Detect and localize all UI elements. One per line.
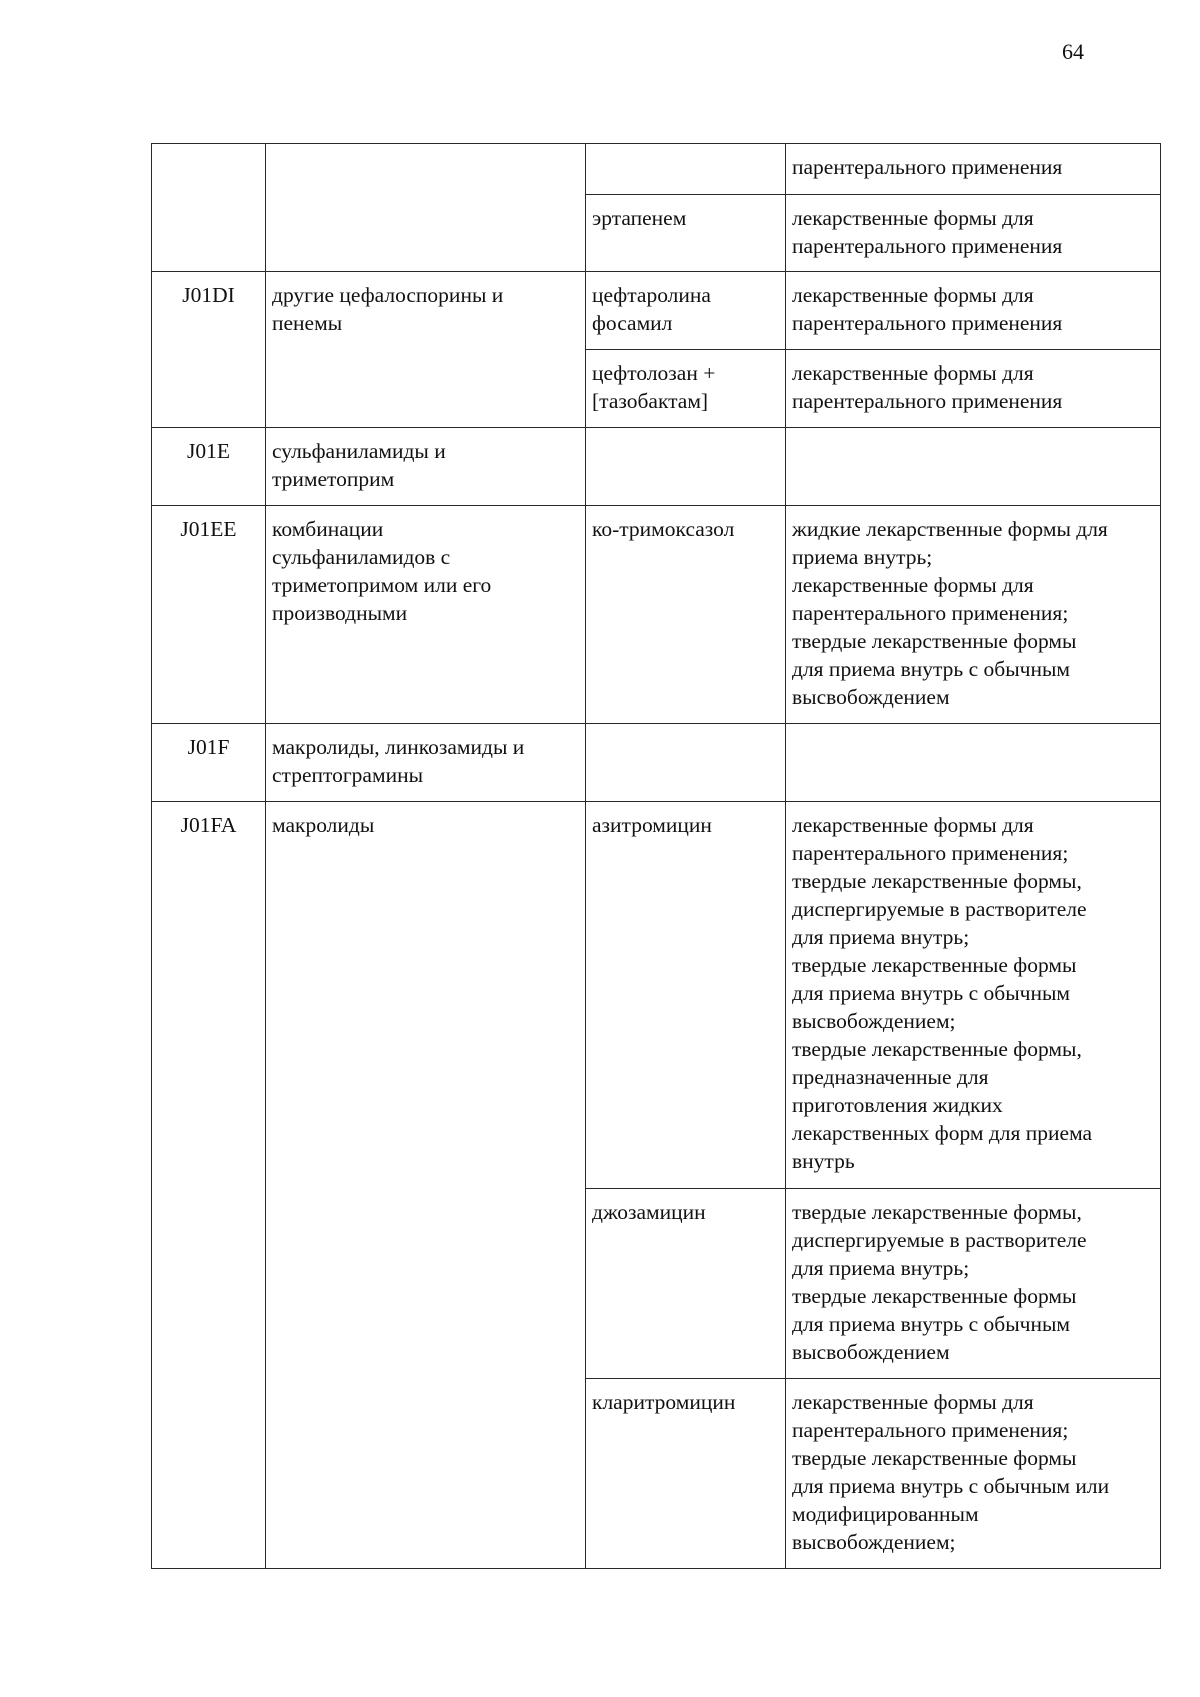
form-cell: лекарственные формы для парентерального применения — [786, 350, 1161, 428]
form-cell: жидкие лекарственные формы для приема внутрь; лекарственные формы для парентерального применения; твердые лекарственные формы для приема внутрь с обычным высвобождением — [786, 506, 1161, 724]
table-row — [152, 802, 1161, 1189]
atc-code-cell: J01EE — [152, 506, 266, 724]
page-number: 64 — [1062, 39, 1084, 64]
form-cell — [786, 724, 1161, 802]
group-cell: комбинации сульфаниламидов с триметопримом или его производными — [266, 506, 586, 724]
drug-cell: цефтолозан + [тазобактам] — [586, 350, 786, 428]
group-cell: макролиды — [266, 802, 586, 1569]
drug-classification-table — [151, 143, 1161, 1569]
group-cell — [266, 144, 586, 272]
drug-cell: ко-тримоксазол — [586, 506, 786, 724]
drug-cell — [586, 724, 786, 802]
table-row — [152, 506, 1161, 724]
form-cell: лекарственные формы для парентерального применения; твердые лекарственные формы для приема внутрь с обычным или модифицированным высвобождением; — [786, 1379, 1161, 1569]
atc-code-cell: J01E — [152, 428, 266, 506]
drug-cell: азитромицин — [586, 802, 786, 1189]
table-row — [152, 272, 1161, 350]
form-cell: лекарственные формы для парентерального применения — [786, 195, 1161, 272]
form-cell — [786, 428, 1161, 506]
atc-code-cell: J01FA — [152, 802, 266, 1569]
group-cell: другие цефалоспорины и пенемы — [266, 272, 586, 428]
atc-code-cell: J01F — [152, 724, 266, 802]
drug-cell — [586, 428, 786, 506]
group-cell: макролиды, линкозамиды и стрептограмины — [266, 724, 586, 802]
form-cell: твердые лекарственные формы, диспергируемые в растворителе для приема внутрь; твердые лекарственные формы для приема внутрь с обычным высвобождением — [786, 1189, 1161, 1379]
form-cell: лекарственные формы для парентерального применения; твердые лекарственные формы, диспергируемые в растворителе для приема внутрь; твердые лекарственные формы для приема внутрь с обычным высвобождением; твердые лекарственные формы, предназначенные для приготовления жидких лекарственных форм для приема внутрь — [786, 802, 1161, 1189]
table-row — [152, 428, 1161, 506]
form-cell: лекарственные формы для парентерального применения — [786, 272, 1161, 350]
drug-cell: эртапенем — [586, 195, 786, 272]
atc-code-cell: J01DI — [152, 272, 266, 428]
table-row — [152, 144, 1161, 195]
atc-code-cell — [152, 144, 266, 272]
table-row — [152, 724, 1161, 802]
drug-cell: цефтаролина фосамил — [586, 272, 786, 350]
drug-cell — [586, 144, 786, 195]
drug-cell: кларитромицин — [586, 1379, 786, 1569]
group-cell: сульфаниламиды и триметоприм — [266, 428, 586, 506]
form-cell: парентерального применения — [786, 144, 1161, 195]
drug-cell: джозамицин — [586, 1189, 786, 1379]
